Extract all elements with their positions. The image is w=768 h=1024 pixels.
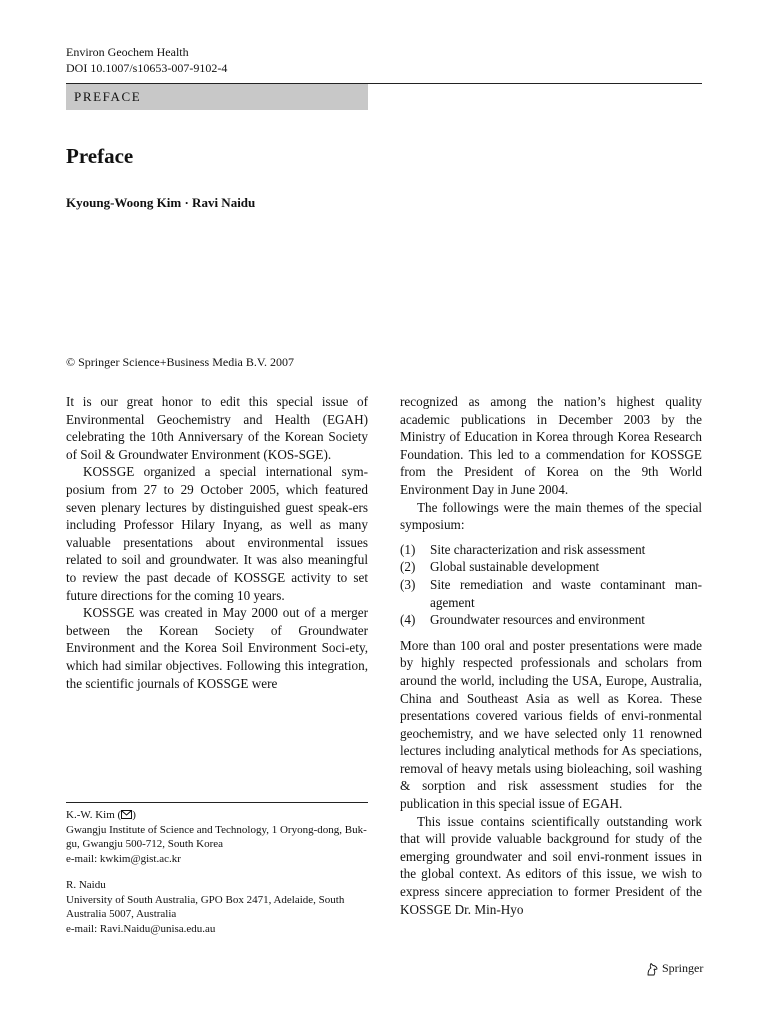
journal-name: Environ Geochem Health	[66, 45, 189, 59]
list-item	[400, 611, 702, 629]
paragraph: It is our great honor to edit this special issue of Environmental Geochemistry and Health (EGAH) celebrating the 10th Anniversary of the Korean Society of Soil & Groundwater Environment (KOS-SGE).	[66, 394, 368, 462]
list-number: (1)	[400, 541, 416, 557]
footnote-rule	[66, 802, 368, 803]
paragraph: This issue contains scientifically outstanding work that will provide valuable background for study of the emerging groundwater and soil envi-ronment issues in the global context. As editors of this issue, we wish to express sincere appreciation to former President of the KOSSGE Dr. Min-Hyo	[400, 813, 702, 917]
list-text: Global sustainable development	[430, 559, 600, 575]
list-item	[400, 558, 702, 576]
copyright-line: © Springer Science+Business Media B.V. 2007	[66, 355, 294, 369]
publisher-name: Springer	[662, 961, 704, 975]
list-number: (3)	[400, 576, 416, 592]
author-email[interactable]: e-mail: Ravi.Naidu@unisa.edu.au	[66, 922, 216, 935]
list-text: Site remediation and waste contaminant man-agement	[430, 576, 702, 610]
author-email[interactable]: e-mail: kwkim@gist.ac.kr	[66, 852, 181, 865]
springer-horse-icon	[645, 962, 659, 976]
body-column-left	[66, 393, 368, 692]
author-institution: University of South Australia, GPO Box 2471, Adelaide, South Australia 5007, Australia	[66, 893, 345, 920]
paragraph: KOSSGE was created in May 2000 out of a merger between the Korean Society of Groundwater Environment and the Korea Soil Environment Soci-ety, which had similar objectives. Following this integration, the scientific journals of KOSSGE were	[66, 605, 368, 691]
section-band	[66, 84, 368, 110]
journal-header	[66, 44, 227, 76]
list-item	[400, 541, 702, 559]
list-text: Groundwater resources and environment	[430, 612, 645, 628]
body-column-right	[400, 393, 702, 918]
author-name: R. Naidu	[66, 879, 106, 891]
article-title: Preface	[66, 144, 134, 168]
list-number: (2)	[400, 559, 416, 575]
paragraph: recognized as among the nation’s highest quality academic publications in December 2003 by the Ministry of Education in Korea through Korea Research Foundation. This led to a commendation for KOSSGE from the President of Korea on the 9th World Environment Day in June 2004.	[400, 394, 702, 497]
author-institution: Gwangju Institute of Science and Technology, 1 Oryong-dong, Buk-gu, Gwangju 500-712, South Korea	[66, 823, 367, 850]
affiliation-kim	[66, 808, 368, 866]
doi: DOI 10.1007/s10653-007-9102-4	[66, 61, 228, 75]
publisher-footer	[645, 961, 703, 976]
envelope-icon	[121, 810, 132, 819]
list-item	[400, 576, 702, 611]
list-number: (4)	[400, 612, 416, 628]
article-authors: Kyoung-Woong Kim · Ravi Naidu	[66, 195, 256, 210]
author-name: K.-W. Kim ( )	[66, 809, 136, 821]
list-text: Site characterization and risk assessment	[430, 541, 646, 557]
affiliation-naidu	[66, 878, 368, 936]
themes-list	[400, 541, 702, 629]
paragraph: More than 100 oral and poster presentations were made by highly respected professionals and scholars from around the world, including the USA, Europe, Australia, China and Southeast Asia as well as Korea. These presentations covered various fields of envi-ronmental geochemistry, and we have selected only 11 renowned lectures including analytical methods for As speciations, removal of heavy metals using bioleaching, soil washing & sorption and risk assessment studies for the publication in this special issue of EGAH.	[400, 637, 702, 812]
paragraph: KOSSGE organized a special international sym-posium from 27 to 29 October 2005, which featured seven plenary lectures by distinguished guest speak-ers including Professor Hilary Inyang, as well as many valuable presentations about environmental issues related to soil and groundwater. It was also meaningful to review the past decade of KOSSGE activity to set future directions for the coming 10 years.	[66, 464, 368, 603]
paragraph: The followings were the main themes of the special symposium:	[400, 499, 702, 533]
section-label: PREFACE	[74, 89, 142, 104]
